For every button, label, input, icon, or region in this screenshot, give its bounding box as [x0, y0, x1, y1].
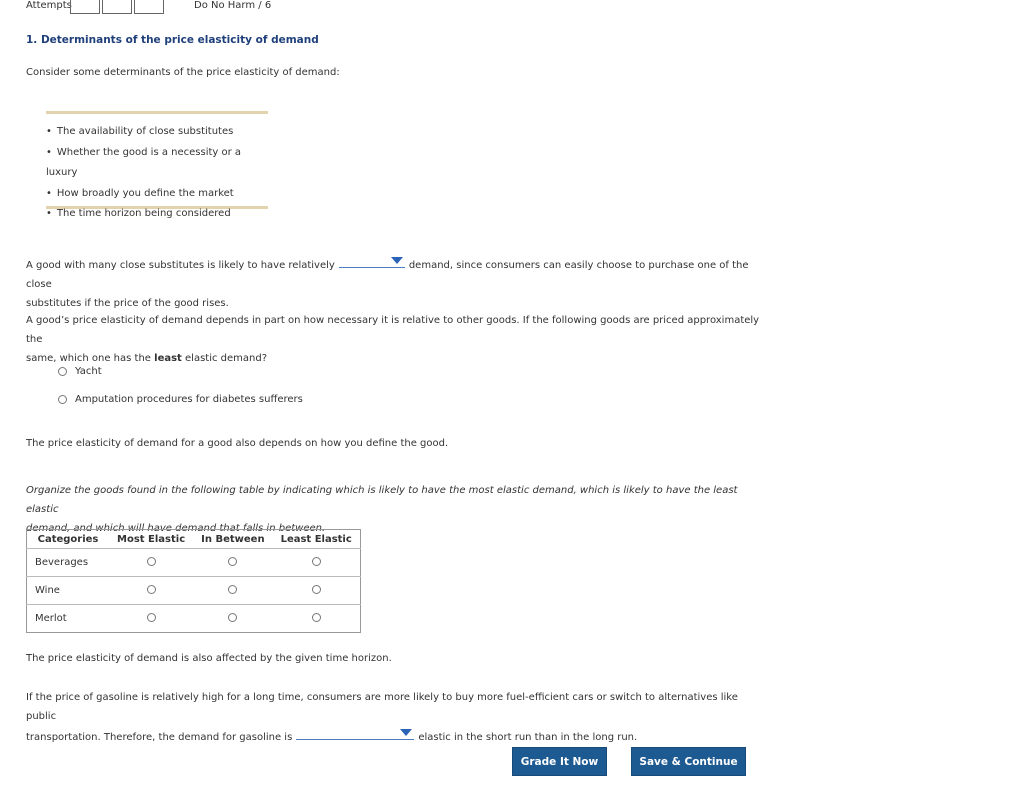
row-label: Merlot: [27, 605, 110, 633]
radio-button[interactable]: [312, 557, 321, 566]
header-least-elastic: Least Elastic: [280, 533, 352, 545]
cell-least-elastic[interactable]: [273, 577, 361, 605]
p6-text-before: transportation. Therefore, the demand for gasoline is: [26, 732, 293, 743]
substitutes-paragraph: [26, 254, 766, 313]
save-continue-button[interactable]: Save & Continue: [631, 747, 746, 776]
p1-text-line2: substitutes if the price of the good rises.: [26, 298, 229, 309]
header-in-between: In Between: [201, 533, 265, 545]
table-row: [27, 605, 361, 633]
option-label: Amputation procedures for diabetes sufferers: [75, 394, 303, 405]
radio-button[interactable]: [147, 557, 156, 566]
radio-button[interactable]: [228, 613, 237, 622]
gasoline-paragraph: [26, 688, 766, 747]
determinant-item: • How broadly you define the market: [46, 184, 268, 205]
radio-button[interactable]: [312, 613, 321, 622]
cell-in-between[interactable]: [193, 605, 272, 633]
p2-text: A good’s price elasticity of demand depends in part on how necessary it is relative to other goods. If the following goods are priced approximately the: [26, 315, 760, 345]
attempt-box: [102, 0, 132, 14]
grade-it-now-button[interactable]: Grade It Now: [512, 747, 607, 776]
p2-bold: least: [154, 353, 182, 364]
cell-in-between[interactable]: [193, 577, 272, 605]
p6-text-after: elastic in the short run than in the long run.: [418, 732, 638, 743]
radio-button[interactable]: [147, 613, 156, 622]
p4-text: Organize the goods found in the following table by indicating which is likely to have the most elastic demand, which is likely to have the least elastic: [26, 485, 738, 515]
cell-in-between[interactable]: [193, 549, 272, 577]
determinants-box: [46, 111, 268, 219]
table-row: [27, 577, 361, 605]
chevron-down-icon: [400, 729, 412, 736]
cell-most-elastic[interactable]: [109, 605, 193, 633]
radio-button[interactable]: [58, 395, 67, 404]
determinant-item: • The time horizon being considered: [46, 204, 268, 225]
attempt-box: [70, 0, 100, 14]
p2-text-after: elastic demand?: [181, 353, 268, 364]
radio-button[interactable]: [228, 585, 237, 594]
radio-button[interactable]: [58, 367, 67, 376]
question-title: 1. Determinants of the price elasticity of demand: [26, 34, 319, 46]
determinant-item: • The availability of close substitutes: [46, 122, 268, 143]
substitutes-dropdown[interactable]: [339, 254, 405, 268]
define-good-paragraph: The price elasticity of demand for a good also depends on how you define the good.: [26, 438, 449, 449]
header-most-elastic: Most Elastic: [117, 533, 186, 545]
cell-least-elastic[interactable]: [273, 549, 361, 577]
time-horizon-paragraph: The price elasticity of demand is also affected by the given time horizon.: [26, 653, 392, 664]
determinant-item: • Whether the good is a necessity or a luxury: [46, 143, 268, 184]
intro-text: Consider some determinants of the price elasticity of demand:: [26, 67, 340, 78]
p2-text-before: same, which one has the: [26, 353, 155, 364]
header-categories: Categories: [37, 533, 99, 545]
p6-text: If the price of gasoline is relatively high for a long time, consumers are more likely to buy more fuel-efficient cars or switch to alternatives like public: [26, 692, 738, 722]
elasticity-table: [26, 529, 361, 633]
option-amputation[interactable]: [58, 394, 303, 405]
option-label: Yacht: [75, 366, 102, 377]
cell-least-elastic[interactable]: [273, 605, 361, 633]
radio-button[interactable]: [147, 585, 156, 594]
attempts-label: Attempts: [26, 0, 72, 11]
gasoline-dropdown[interactable]: [296, 726, 414, 740]
p1-text: A good with many close substitutes is likely to have relatively: [26, 260, 335, 271]
row-label: Beverages: [27, 549, 110, 577]
necessity-paragraph: [26, 311, 766, 368]
cell-most-elastic[interactable]: [109, 549, 193, 577]
p1-text-after: demand, since consumers can easily choose to purchase one of the close: [26, 260, 749, 290]
option-yacht[interactable]: [58, 366, 102, 377]
row-label: Wine: [27, 577, 110, 605]
cell-most-elastic[interactable]: [109, 577, 193, 605]
radio-button[interactable]: [312, 585, 321, 594]
p4-text-line2: demand, and which will have demand that falls in between.: [26, 523, 326, 534]
attempt-box: [134, 0, 164, 14]
chevron-down-icon: [391, 257, 403, 264]
score-label: Do No Harm / 6: [194, 0, 272, 11]
table-row: [27, 549, 361, 577]
radio-button[interactable]: [228, 557, 237, 566]
attempt-boxes: [70, 0, 166, 14]
